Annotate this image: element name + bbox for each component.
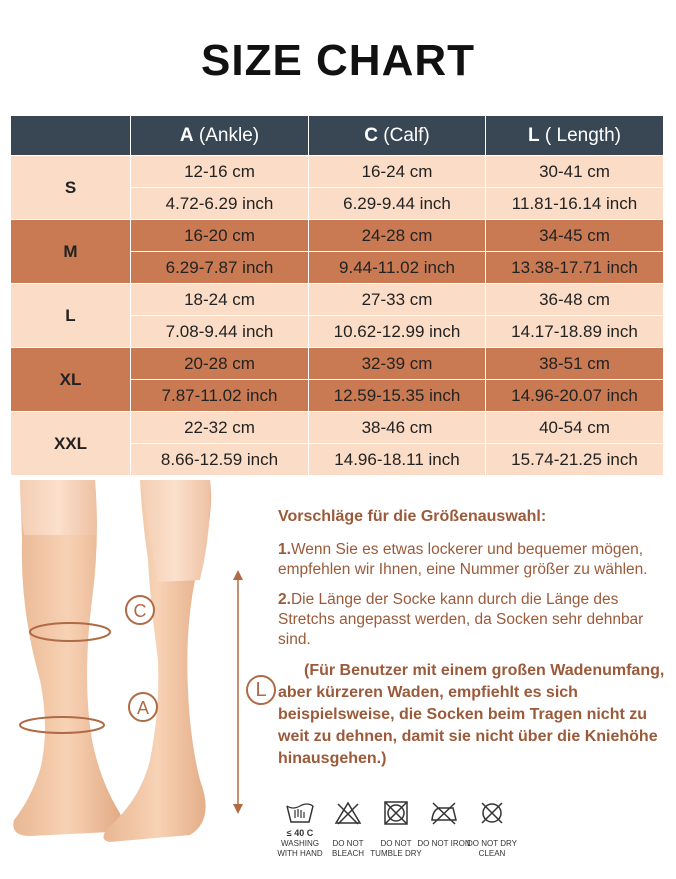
cell-inch: 10.62-12.99 inch [309, 316, 486, 348]
cell-inch: 13.38-17.71 inch [486, 252, 664, 284]
care-label-wash: WASHING WITH HAND [277, 839, 323, 858]
do-not-bleach-icon [333, 800, 363, 826]
ankle-marker-letter: A [136, 698, 150, 718]
washing-hand-icon [285, 800, 315, 826]
length-arrow-bottom [233, 804, 243, 814]
size-suggestions [278, 508, 670, 770]
cell-inch: 7.87-11.02 inch [131, 380, 309, 412]
cell-cm: 38-51 cm [486, 348, 664, 380]
cell-cm: 20-28 cm [131, 348, 309, 380]
cell-cm: 18-24 cm [131, 284, 309, 316]
cell-inch: 14.96-20.07 inch [486, 380, 664, 412]
header-calf: C (Calf) [309, 116, 486, 156]
suggestions-heading: Vorschläge für die Größenauswahl: [278, 508, 547, 525]
size-label: L [11, 284, 131, 348]
suggestion-item-2: 2.Die Länge der Socke kann durch die Länge des Stretchs angepasst werden, da Socken sehr dehnbar sind. [278, 591, 644, 648]
suggestion-item-1: 1.Wenn Sie es etwas lockerer und bequemer mögen, empfehlen wir Ihnen, eine Nummer größer zu wählen. [278, 541, 648, 578]
length-marker: L [246, 675, 276, 705]
do-not-iron-icon [429, 800, 459, 826]
table-row [11, 412, 664, 444]
page-title: SIZE CHART [201, 36, 475, 85]
size-label: S [11, 156, 131, 220]
leg-illustration [0, 480, 270, 879]
table-row [11, 348, 664, 380]
size-label: XXL [11, 412, 131, 476]
cell-inch: 12.59-15.35 inch [309, 380, 486, 412]
cell-inch: 14.96-18.11 inch [309, 444, 486, 476]
cell-cm: 27-33 cm [309, 284, 486, 316]
table-header-row [11, 116, 664, 156]
care-item-dryclean [464, 800, 520, 859]
calf-marker-letter: C [133, 601, 147, 621]
size-label: XL [11, 348, 131, 412]
cell-cm: 32-39 cm [309, 348, 486, 380]
left-knee-skin [20, 480, 96, 535]
care-label-iron: DO NOT IRON [417, 839, 471, 848]
care-label-tumble: DO NOT TUMBLE DRY [370, 839, 422, 858]
cell-inch: 8.66-12.59 inch [131, 444, 309, 476]
cell-cm: 12-16 cm [131, 156, 309, 188]
cell-inch: 14.17-18.89 inch [486, 316, 664, 348]
cell-cm: 16-24 cm [309, 156, 486, 188]
table-row [11, 220, 664, 252]
compression-sock-drawing [0, 480, 270, 879]
cell-inch: 11.81-16.14 inch [486, 188, 664, 220]
cell-cm: 16-20 cm [131, 220, 309, 252]
cell-cm: 30-41 cm [486, 156, 664, 188]
header-size [11, 116, 131, 156]
cell-cm: 40-54 cm [486, 412, 664, 444]
cell-cm: 34-45 cm [486, 220, 664, 252]
cell-cm: 22-32 cm [131, 412, 309, 444]
cell-inch: 6.29-9.44 inch [309, 188, 486, 220]
cell-cm: 36-48 cm [486, 284, 664, 316]
table-row [11, 156, 664, 188]
header-length: L ( Length) [486, 116, 664, 156]
care-label-bleach: DO NOT BLEACH [331, 839, 364, 858]
suggestion-note: (Für Benutzer mit einem großen Wadenumfang, aber kürzeren Waden, empfiehlt es sich beispielsweise, die Socken beim Tragen nicht zu weit zu dehnen, damit sie nicht über die Kniehöhe hinausgehen.) [278, 662, 665, 767]
table-row [11, 284, 664, 316]
cell-cm: 24-28 cm [309, 220, 486, 252]
size-chart-table [10, 115, 664, 476]
header-ankle: A (Ankle) [131, 116, 309, 156]
cell-inch: 7.08-9.44 inch [131, 316, 309, 348]
length-arrow-top [233, 570, 243, 580]
cell-cm: 38-46 cm [309, 412, 486, 444]
cell-inch: 6.29-7.87 inch [131, 252, 309, 284]
cell-inch: 4.72-6.29 inch [131, 188, 309, 220]
size-label: M [11, 220, 131, 284]
care-label-dryclean: DO NOT DRY CLEAN [467, 839, 517, 858]
cell-inch: 9.44-11.02 inch [309, 252, 486, 284]
do-not-dry-clean-icon [477, 800, 507, 826]
do-not-tumble-dry-icon [381, 800, 411, 826]
cell-inch: 15.74-21.25 inch [486, 444, 664, 476]
care-instructions [272, 800, 542, 870]
care-temp: ≤ 40 C [286, 828, 314, 838]
